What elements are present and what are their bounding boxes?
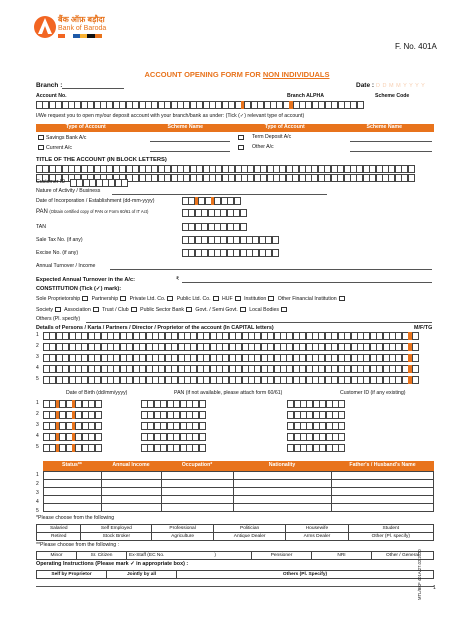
status-num-4: 4 [36, 499, 39, 505]
society-label: Society [36, 306, 54, 313]
customer-id-boxes[interactable] [70, 179, 128, 187]
status-pensioner[interactable]: Pensioner [252, 552, 312, 560]
status-table-body[interactable] [43, 471, 434, 512]
current-checkbox[interactable] [38, 145, 44, 150]
current-label: Current A/c [46, 144, 72, 151]
scheme-name-line-2[interactable] [150, 151, 230, 152]
status-num-3: 3 [36, 490, 39, 496]
partnership-checkbox[interactable] [120, 296, 126, 301]
date-input[interactable]: D D M M Y Y Y Y [376, 83, 426, 89]
bank-name: Bank of Baroda [58, 25, 107, 32]
doi-boxes[interactable] [182, 197, 240, 205]
dob-num-4: 4 [36, 433, 39, 439]
occ-housewife[interactable]: Housewife [286, 525, 348, 533]
occ-stock-broker[interactable]: Stock Broker [81, 533, 152, 541]
title-of-account-label: TITLE OF THE ACCOUNT (IN BLOCK LETTERS) [36, 157, 167, 163]
branch-label: Branch : [36, 82, 63, 89]
op-jointly-all[interactable]: Jointly by all [107, 571, 177, 579]
expected-turnover-label: Expected Annual Turnover in the A/c: [36, 277, 135, 283]
doi-label: Date of Incorporation / Establishment (dd-mm-yyyy) [36, 198, 155, 204]
header-type-1: Type of Account [65, 124, 106, 131]
form-title [0, 71, 474, 80]
other-account-checkbox[interactable] [238, 145, 244, 150]
header-father-husband: Father's / Husband's Name [349, 462, 416, 469]
op-others[interactable]: Others (Pl. Specify) [177, 571, 434, 579]
occ-agriculture[interactable]: Agriculture [152, 533, 214, 541]
status-ex-staff[interactable] [127, 552, 252, 560]
psb-checkbox[interactable] [186, 307, 192, 312]
title-boxes-1[interactable] [36, 165, 414, 173]
sole-prop-checkbox[interactable] [82, 296, 88, 301]
occ-politician[interactable]: Politician [214, 525, 286, 533]
details-title: Details of Persons / Karta / Partners / Director / Proprietor of the account (In CAPITAL letters) [36, 325, 274, 331]
rupee-icon: ₹ [176, 276, 180, 282]
pan-label-text: PAN [36, 209, 48, 215]
expected-turnover-input[interactable] [182, 282, 432, 283]
request-text: I/We request you to open my/our deposit account with your branch/bank as under: (Tick (✓) relevant type of account) [36, 113, 305, 119]
header-occupation: Occupation* [181, 462, 213, 469]
scheme-code-label: Scheme Code [375, 93, 410, 99]
status-options [36, 551, 434, 560]
dob-num-1: 1 [36, 400, 39, 406]
pan-boxes[interactable] [182, 209, 246, 217]
association-label: Association [64, 306, 91, 313]
status-num-1: 1 [36, 472, 39, 478]
details-num-4: 4 [36, 365, 39, 371]
header-scheme-2: Scheme Name [366, 124, 402, 131]
header-annual-income: Annual Income [112, 462, 150, 469]
sales-tax-label: Sale Tax No. (if any) [36, 237, 83, 243]
status-other-general[interactable]: Other / General [372, 552, 434, 560]
status-num-5: 5 [36, 508, 39, 514]
nature-label: Nature of Activity / Business [36, 188, 101, 194]
public-ltd-checkbox[interactable] [213, 296, 219, 301]
other-fi-checkbox[interactable] [339, 296, 345, 301]
date-label: Date : [356, 82, 375, 89]
tan-label: TAN [36, 224, 46, 230]
status-numbers [36, 473, 39, 518]
turnover-label: Annual Turnover / Income [36, 263, 96, 269]
pan-label [36, 209, 148, 216]
details-numbers [36, 333, 39, 388]
psb-label: Public Sector Bank [140, 306, 184, 313]
ex-staff-close: ) [214, 552, 216, 558]
status-sr-citizen[interactable]: Sr. Citizen [77, 552, 127, 560]
trust-checkbox[interactable] [131, 307, 137, 312]
term-deposit-label: Term Deposit A/c [252, 134, 292, 140]
header-status: Status** [62, 462, 82, 469]
branch-input[interactable] [62, 88, 124, 89]
partnership-label: Partnership [91, 295, 119, 302]
op-self-proprietor[interactable]: Self by Proprietor [37, 571, 107, 579]
private-ltd-label: Private Ltd. Co. [129, 295, 166, 302]
constitution-row-2 [36, 307, 436, 314]
huf-label: HUF [221, 295, 233, 302]
dob-label: Date of Birth (dd/mm/yyyy) [66, 390, 128, 396]
page-number: 1 [433, 585, 436, 591]
others-specify-input[interactable] [86, 322, 432, 323]
society-checkbox[interactable] [55, 307, 61, 312]
association-checkbox[interactable] [93, 307, 99, 312]
other-fi-label: Other Financial Institution [277, 295, 337, 302]
huf-checkbox[interactable] [235, 296, 241, 301]
other-account-label: Other A/c [252, 144, 274, 150]
occ-salaried[interactable]: Salaried [37, 525, 81, 533]
dob-numbers [36, 401, 39, 456]
customer-id-existing-label: Customer ID (if any existing) [340, 390, 406, 396]
account-no-boxes[interactable] [36, 101, 363, 109]
public-ltd-label: Public Ltd. Co. [176, 295, 211, 302]
nature-input[interactable] [112, 194, 327, 195]
dob-pan-grid[interactable] [43, 400, 345, 452]
scheme-name-line-3[interactable] [350, 141, 432, 142]
constitution-row-1 [36, 296, 436, 303]
bank-name-hindi: बैंक ऑफ़ बड़ौदा [58, 15, 105, 24]
occ-arms-dealer[interactable]: Arms Dealer [286, 533, 348, 541]
govt-checkbox[interactable] [240, 307, 246, 312]
pan-note: (Obtain certified copy of PAN or Form 60/61 of IT Act) [49, 209, 149, 214]
side-form-code: MTL/BKF 401A/27.02.2020 [417, 549, 422, 600]
dob-num-5: 5 [36, 444, 39, 450]
occ-retired[interactable]: Retired [37, 533, 81, 541]
form-title-prefix: ACCOUNT OPENING FORM FOR [144, 70, 263, 79]
occupation-options [36, 524, 434, 541]
tan-boxes[interactable] [182, 223, 246, 231]
operating-options [36, 570, 434, 579]
header-type-2: Type of Account [264, 124, 305, 131]
status-minor[interactable]: Minor [37, 552, 77, 560]
dob-num-3: 3 [36, 422, 39, 428]
status-choose-title: **Please choose from the following : [36, 542, 120, 548]
occ-other[interactable]: Other (Pl. specify) [348, 533, 433, 541]
mftg-label: M/F/TG [414, 325, 433, 331]
account-type-header [36, 124, 434, 132]
status-num-2: 2 [36, 481, 39, 487]
excise-label: Excise No. (if any) [36, 250, 79, 256]
form-number: F. No. 401A [395, 42, 437, 51]
occ-self-employed[interactable]: Self Employed [81, 525, 152, 533]
institution-label: Institution [244, 295, 267, 302]
header-nationality: Nationality [268, 462, 296, 469]
bank-logo [33, 14, 57, 40]
details-num-2: 2 [36, 343, 39, 349]
status-table-header [43, 461, 434, 471]
private-ltd-checkbox[interactable] [167, 296, 173, 301]
ex-staff-label: Ex-Staff (EC No. [129, 552, 165, 558]
scheme-name-line-1[interactable] [150, 141, 230, 142]
details-num-1: 1 [36, 332, 39, 338]
occ-antique-dealer[interactable]: Antique Dealer [214, 533, 286, 541]
operating-title: Operating Instructions (Please mark ✓ in appropriate box) : [36, 561, 189, 567]
term-deposit-checkbox[interactable] [238, 135, 244, 140]
pan-attach-label: PAN (if not available, please attach form 60/61) [174, 390, 283, 396]
institution-checkbox[interactable] [268, 296, 274, 301]
local-bodies-checkbox[interactable] [281, 307, 287, 312]
govt-label: Govt. / Semi Govt. [195, 306, 238, 313]
others-specify-label: Others (Pl. specify) [36, 316, 81, 322]
customer-id-label: Customer ID [36, 179, 66, 185]
sales-tax-boxes[interactable] [182, 236, 278, 244]
savings-label: Savings Bank A/c [46, 134, 87, 141]
trust-label: Trust / Club [102, 306, 129, 313]
sole-prop-label: Sole Proprietorship [36, 295, 81, 302]
occ-professional[interactable]: Professional [152, 525, 214, 533]
form-title-underlined: NON INDIVIDUALS [262, 70, 330, 79]
excise-boxes[interactable] [182, 249, 278, 257]
constitution-title: CONSTITUTION (Tick (✓) mark): [36, 286, 122, 292]
branch-alpha-label: Branch ALPHA [287, 93, 324, 99]
details-num-3: 3 [36, 354, 39, 360]
local-bodies-label: Local Bodies [249, 306, 279, 313]
savings-checkbox[interactable] [38, 135, 44, 140]
status-nri[interactable]: NRI [312, 552, 372, 560]
scheme-name-line-4[interactable] [350, 151, 432, 152]
details-name-grid[interactable] [43, 332, 418, 384]
logo-color-strip [58, 34, 102, 38]
dob-num-2: 2 [36, 411, 39, 417]
occ-student[interactable]: Student [348, 525, 433, 533]
details-num-5: 5 [36, 376, 39, 382]
header-scheme-1: Scheme Name [167, 124, 203, 131]
account-no-label: Account No. [36, 93, 67, 99]
turnover-input[interactable] [110, 269, 432, 270]
operating-line[interactable] [36, 586, 434, 587]
occupation-choose-title: *Please choose from the following [36, 515, 115, 521]
